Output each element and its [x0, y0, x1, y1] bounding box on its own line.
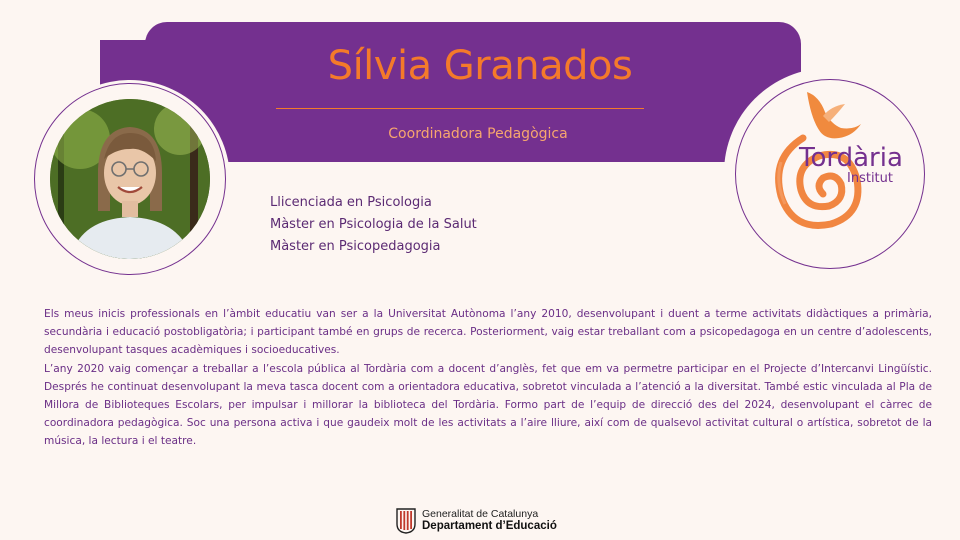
tordaria-logo [745, 86, 920, 261]
name-divider [276, 108, 644, 109]
footer-branding [396, 508, 576, 536]
credential-item: Llicenciada en Psicologia [270, 195, 432, 210]
bird-icon [807, 92, 861, 138]
person-name: Sílvia Granados [327, 43, 633, 89]
logo-wordmark: Tordària [799, 143, 903, 173]
biography [44, 305, 932, 451]
logo-subtitle: Institut [847, 171, 893, 186]
person-role: Coordinadora Pedagògica [388, 126, 568, 142]
credentials-list [270, 192, 570, 258]
bio-paragraph: Els meus inicis professionals en l’àmbit educatiu van ser a la Universitat Autònoma l’any 2010, desenvolupant i duent a terme activitats didàctiques a primària, secundària i educació postobligatòria; i participant també en grups de recerca. Posteriorment, vaig estar treballant com a psicopedagoga en un centre d’adolescents, desenvolupant tasques acadèmiques i socioeducatives. [44, 308, 932, 357]
profile-photo [50, 99, 210, 259]
generalitat-emblem-icon [396, 508, 416, 534]
credential-item: Màster en Psicopedagogia [270, 239, 441, 254]
footer-department: Departament d’Educació [422, 520, 557, 532]
footer-org: Generalitat de Catalunya [422, 508, 539, 520]
portrait-image [50, 99, 210, 259]
credential-item: Màster en Psicologia de la Salut [270, 217, 477, 232]
bio-paragraph: L’any 2020 vaig començar a treballar a l’escola pública al Tordària com a docent d’anglès, fet que em va permetre participar en el Projecte d’Intercanvi Lingüístic. Després he continuat desenvolupant la meva tasca docent com a orientadora educativa, sobretot vinculada a l’atenció a la diversitat. També estic vinculada al Pla de Millora de Biblioteques Escolars, per impulsar i millorar la biblioteca del Tordària. Formo part de l’equip de direcció des del 2024, desenvolupant el càrrec de coordinadora pedagògica. Soc una persona activa i que gaudeix molt de les activitats a l’aire lliure, així com de qualsevol activitat cultural o artística, sobretot de la música, la lectura i el teatre. [44, 362, 932, 448]
